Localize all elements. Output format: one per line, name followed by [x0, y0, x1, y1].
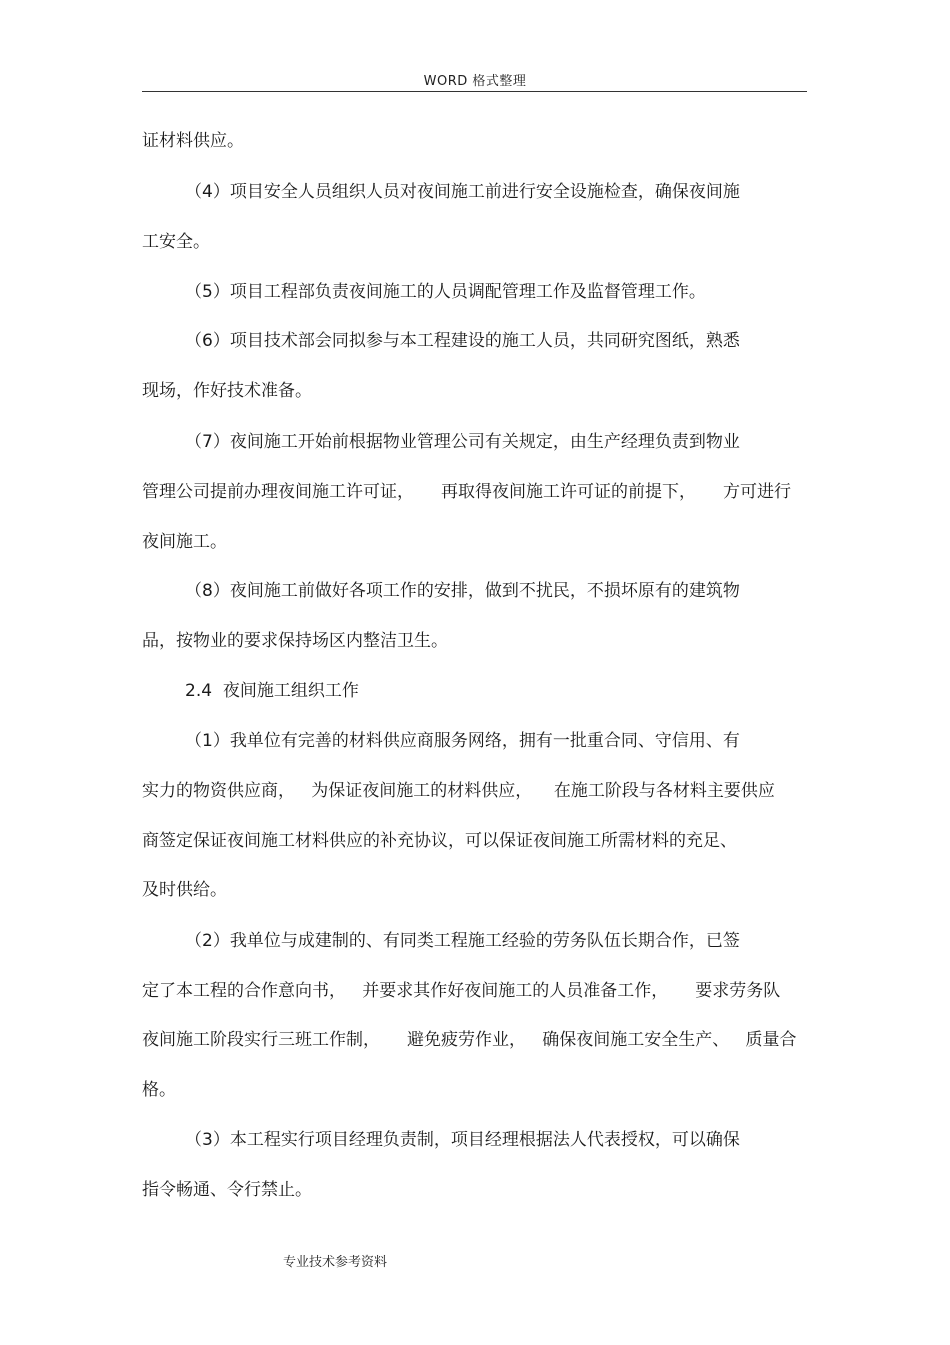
header-rule [142, 91, 807, 92]
body-line: （3）本工程实行项目经理负责制，项目经理根据法人代表授权，可以确保 [185, 1130, 740, 1150]
body-line: 工安全。 [142, 232, 210, 252]
body-line: 夜间施工。 [142, 532, 227, 552]
body-line: 指令畅通、令行禁止。 [142, 1180, 312, 1200]
page-footer: 专业技术参考资料 [283, 1255, 388, 1270]
body-line: （6）项目技术部会同拟参与本工程建设的施工人员，共同研究图纸，熟悉 [185, 331, 740, 351]
section-heading: 2.4 夜间施工组织工作 [185, 681, 359, 701]
body-line: （5）项目工程部负责夜间施工的人员调配管理工作及监督管理工作。 [185, 282, 706, 302]
body-line: （4）项目安全人员组织人员对夜间施工前进行安全设施检查，确保夜间施 [185, 182, 740, 202]
body-line: （2）我单位与成建制的、有同类工程施工经验的劳务队伍长期合作，已签 [185, 931, 740, 951]
body-line: （1）我单位有完善的材料供应商服务网络，拥有一批重合同、守信用、有 [185, 731, 740, 751]
body-line: 格。 [142, 1080, 176, 1100]
body-line: 定了本工程的合作意向书， 并要求其作好夜间施工的人员准备工作， 要求劳务队 [142, 981, 781, 1001]
body-line: 证材料供应。 [142, 131, 244, 151]
body-line: 商签定保证夜间施工材料供应的补充协议，可以保证夜间施工所需材料的充足、 [142, 831, 737, 851]
body-line: 品，按物业的要求保持场区内整洁卫生。 [142, 631, 448, 651]
body-line: 实力的物资供应商， 为保证夜间施工的材料供应， 在施工阶段与各材料主要供应 [142, 781, 775, 801]
body-line: （8）夜间施工前做好各项工作的安排，做到不扰民，不损坏原有的建筑物 [185, 581, 740, 601]
body-line: 管理公司提前办理夜间施工许可证， 再取得夜间施工许可证的前提下， 方可进行 [142, 482, 792, 502]
body-line: （7）夜间施工开始前根据物业管理公司有关规定，由生产经理负责到物业 [185, 432, 740, 452]
body-line: 夜间施工阶段实行三班工作制， 避免疲劳作业， 确保夜间施工安全生产、 质量合 [142, 1030, 797, 1050]
body-line: 现场，作好技术准备。 [142, 381, 312, 401]
body-line: 及时供给。 [142, 880, 227, 900]
header-title: WORD 格式整理 [423, 74, 527, 89]
